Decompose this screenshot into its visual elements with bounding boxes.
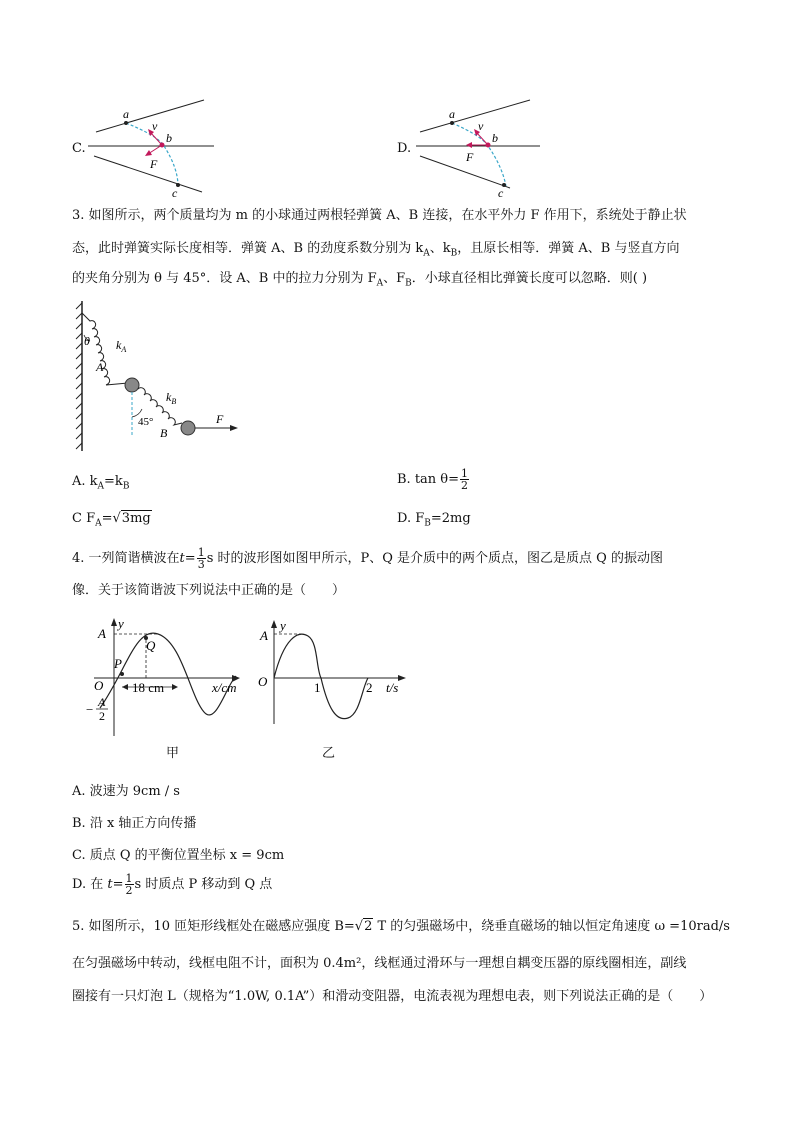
q5-line1: 5. 如图所示，10 匝矩形线框处在磁感应强度 B=√2 T 的匀强磁场中，绕垂直磁场的轴以恒定角速度 ω =10rad/s — [72, 919, 730, 934]
label-c: c — [498, 186, 504, 200]
origin-label: O — [258, 674, 268, 689]
point-q-label: Q — [146, 638, 156, 653]
x-axis-label: x/cm — [212, 680, 237, 695]
label-c: c — [172, 186, 178, 200]
q4-stem-line2: 像．关于该简谐波下列说法中正确的是（ ） — [72, 583, 346, 598]
half-amp-den: 2 — [99, 709, 105, 723]
q3-option-c: C $F_A=√3mg$ — [72, 511, 151, 529]
label-f: F — [150, 157, 158, 171]
q3-option-a: A. $k_A=k_B$ — [72, 474, 130, 492]
q3-stem-line1: 3. 如图所示，两个质量均为 m 的小球通过两根轻弹簧 A、B 连接，在水平外力 F 作用下，系统处于静止状 — [72, 208, 687, 223]
q3-option-d: D. $F_B=2mg$ — [397, 511, 471, 529]
q3-stem-line2: 态，此时弹簧实际长度相等．弹簧 A、B 的劲度系数分别为 $k_A$、$k_B$，且原长相等．弹簧 A、B 与竖直方向 — [72, 241, 680, 259]
force-label: F — [216, 412, 224, 426]
label-b: b — [492, 131, 498, 145]
label-v: v — [478, 119, 484, 133]
caption-yi: 乙 — [322, 746, 336, 761]
kb-label: $k_B$ — [166, 390, 177, 406]
label-b: b — [166, 131, 172, 145]
q4-vibration-graph-yi — [256, 618, 416, 728]
label-v: v — [152, 119, 158, 133]
q4-stem-line1: 4. 一列简谐横波在t= $\frac{1}{3}$ s 时的波形图如图甲所示，P、Q 是介质中的两个质点，图乙是质点 Q 的振动图 — [72, 546, 663, 571]
origin-label: O — [94, 678, 104, 693]
label-a: a — [449, 107, 455, 121]
spring-a-label: A — [96, 360, 104, 374]
q4-option-b: B. 沿 x 轴正方向传播 — [72, 816, 197, 831]
y-axis-label: y — [118, 616, 124, 631]
q4-option-c: C. 质点 Q 的平衡位置坐标 x = 9cm — [72, 848, 285, 863]
amplitude-label: A — [98, 626, 106, 641]
angle-label: 45° — [138, 416, 154, 428]
point-p-label: P — [114, 656, 122, 671]
spring-b-label: B — [160, 426, 168, 440]
option-c-label: C. — [72, 141, 86, 156]
half-amp-num: A — [98, 695, 106, 709]
q3-spring-diagram — [70, 297, 250, 453]
q4-option-d: D. 在 t= $\frac{1}{2}$ s 时质点 P 移动到 Q 点 — [72, 872, 273, 897]
ka-label: $k_A$ — [116, 338, 127, 354]
label-a: a — [123, 107, 129, 121]
diagram-option-d — [412, 96, 542, 200]
diagram-option-c — [86, 96, 216, 200]
q5-line2: 在匀强磁场中转动，线框电阻不计，面积为 0.4m²，线框通过滑环与一理想自耦变压器的原线圈相连，副线 — [72, 956, 687, 971]
tick-1: 1 — [314, 680, 321, 695]
q5-line3: 圈接有一只灯泡 L（规格为“1.0W, 0.1A”）和滑动变阻器，电流表视为理想电表，则下列说法正确的是（ ） — [72, 989, 713, 1004]
q3-stem-line3: 的夹角分别为 θ 与 45°．设 A、B 中的拉力分别为 $F_A$、$F_B$．小球直径相比弹簧长度可以忽略．则( ) — [72, 271, 648, 289]
caption-jia: 甲 — [166, 746, 180, 761]
t-axis-label: t/s — [386, 680, 399, 695]
q4-option-a: A. 波速为 9cm / s — [72, 784, 180, 799]
theta-label: θ — [84, 334, 90, 348]
q3-option-b: B. tan θ= $\frac{1}{2}$ — [397, 467, 469, 492]
q4-wave-graph-jia — [86, 616, 246, 742]
label-f: F — [466, 150, 474, 164]
neg-sign: − — [86, 702, 94, 717]
y-axis-label: y — [280, 618, 286, 633]
amplitude-label: A — [260, 628, 268, 643]
distance-label: 18 cm — [132, 680, 165, 695]
tick-2: 2 — [366, 680, 373, 695]
option-d-label: D. — [397, 141, 412, 156]
